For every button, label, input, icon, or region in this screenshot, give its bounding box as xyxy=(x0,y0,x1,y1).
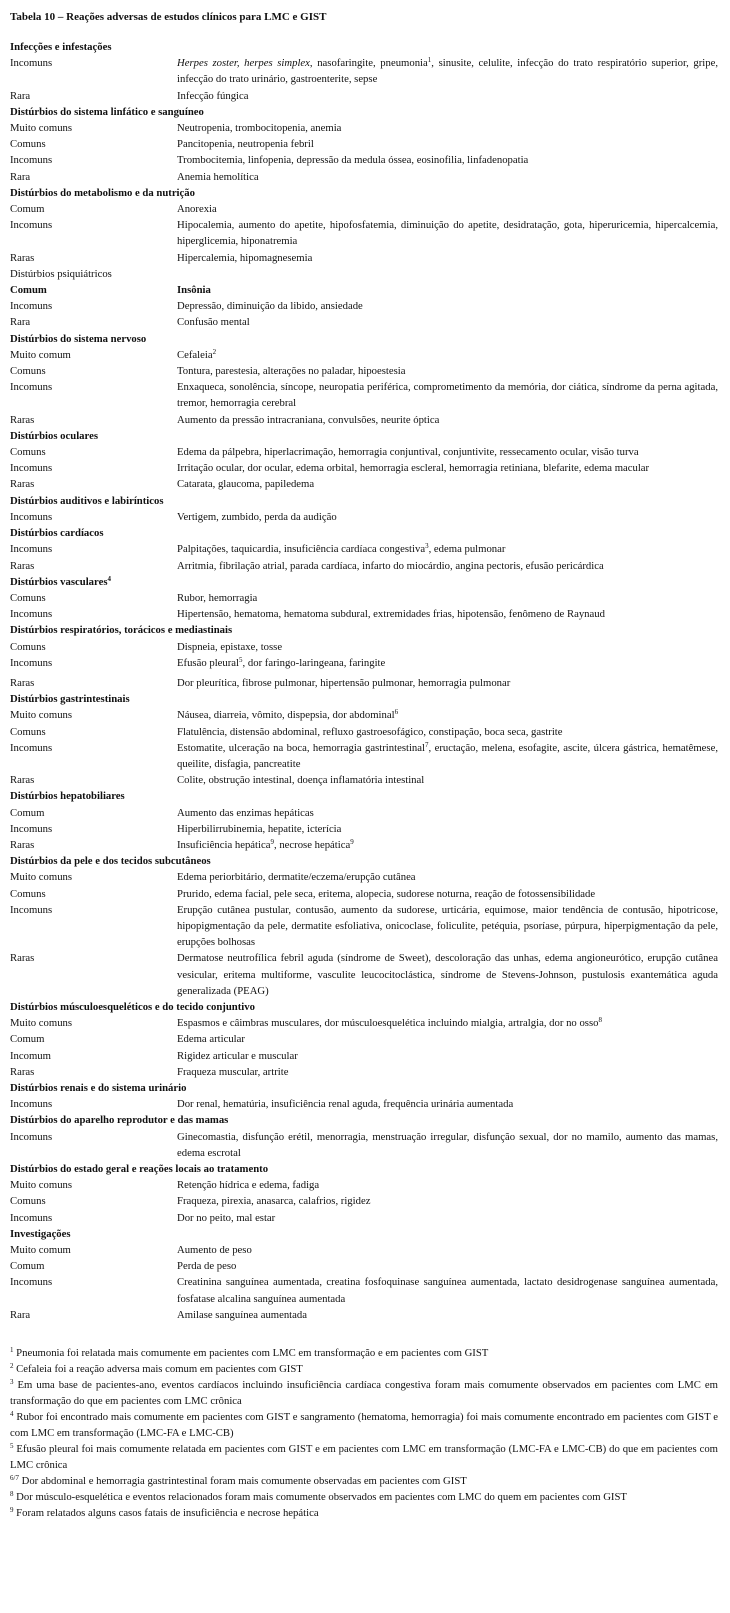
reaction-cell: Erupção cutânea pustular, contusão, aumento da sudorese, urticária, equimose, maior tendência de contusão, hipotricose, hipopigmentação da pele, dermatite esfoliativa, onicoclase, foliculite, petéquia, psoríase, púrpura, hiperpigmentação da pele, erupções bolhosas xyxy=(177,903,718,949)
table-row xyxy=(10,740,718,772)
reaction-cell: Ginecomastia, disfunção erétil, menorragia, menstruação irregular, disfunção sexual, dor no mamilo, aumento das mamas, edema escrotal xyxy=(177,1130,718,1159)
adverse-reactions-table xyxy=(10,39,718,1323)
frequency-cell: Comuns xyxy=(10,591,46,604)
table-row xyxy=(10,217,718,249)
reaction-cell: Flatulência, distensão abdominal, refluxo gastroesofágico, constipação, boca seca, gastrite xyxy=(177,725,563,738)
section-heading: Distúrbios oculares xyxy=(10,429,98,442)
frequency-cell: Comuns xyxy=(10,640,46,653)
table-row xyxy=(10,412,718,428)
table-row xyxy=(10,837,718,853)
frequency-cell: Incomuns xyxy=(10,381,53,394)
table-row xyxy=(10,55,718,87)
table-row xyxy=(10,136,718,152)
reaction-cell: Prurido, edema facial, pele seca, eritema, alopecia, sudorese noturna, reação de fotossensibilidade xyxy=(177,887,596,900)
reaction-cell: Rubor, hemorragia xyxy=(177,591,258,604)
frequency-cell: Incomuns xyxy=(10,462,53,475)
frequency-cell: Comum xyxy=(10,203,45,216)
table-title: Tabela 10 – Reações adversas de estudos clínicos para LMC e GIST xyxy=(10,11,327,23)
section-heading: Distúrbios do aparelho reprodutor e das mamas xyxy=(10,1114,229,1127)
reaction-cell: Dor pleurítica, fibrose pulmonar, hipertensão pulmonar, hemorragia pulmonar xyxy=(177,676,511,689)
section-heading: Distúrbios respiratórios, torácicos e mediastinais xyxy=(10,624,233,637)
reaction-cell: Neutropenia, trombocitopenia, anemia xyxy=(177,122,342,135)
reaction-cell: Edema periorbitário, dermatite/eczema/erupção cutânea xyxy=(177,871,416,884)
table-row xyxy=(10,250,718,266)
table-row xyxy=(10,558,718,574)
reaction-cell: Estomatite, ulceração na boca, hemorragia gastrintestinal$^7$, eructação, melena, esofagite, ascite, úlcera gástrica, hematêmese, queilite, disfagia, pancreatite xyxy=(177,740,718,770)
section-heading: Investigações xyxy=(10,1227,71,1240)
footnote: $^{6/7}$ Dor abdominal e hemorragia gastrintestinal foram mais comumente observadas em pacientes com GIST xyxy=(10,1474,467,1488)
table-row xyxy=(10,1193,718,1209)
frequency-cell: Incomuns xyxy=(10,219,53,232)
table-row xyxy=(10,152,718,168)
reaction-cell: Aumento da pressão intracraniana, convulsões, neurite óptica xyxy=(177,413,440,426)
table-row xyxy=(10,1048,718,1064)
frequency-cell: Comum xyxy=(10,284,47,297)
table-row xyxy=(10,821,718,837)
frequency-cell: Muito comum xyxy=(10,1244,71,1257)
frequency-cell: Incomuns xyxy=(10,1211,53,1224)
table-row xyxy=(10,902,718,951)
frequency-cell: Comuns xyxy=(10,138,46,151)
section-heading: Distúrbios do metabolismo e da nutrição xyxy=(10,186,195,199)
frequency-cell: Incomuns xyxy=(10,1098,53,1111)
table-row xyxy=(10,169,718,185)
reaction-cell: Amilase sanguínea aumentada xyxy=(177,1308,307,1321)
table-row xyxy=(10,541,718,557)
reaction-cell: Depressão, diminuição da libido, ansiedade xyxy=(177,300,363,313)
reaction-cell: Edema da pálpebra, hiperlacrimação, hemorragia conjuntival, conjuntivite, ressecamento ocular, visão turva xyxy=(177,446,639,459)
reaction-cell: Palpitações, taquicardia, insuficiência cardíaca congestiva$^3$, edema pulmonar xyxy=(177,542,506,556)
section-heading: Distúrbios psiquiátricos xyxy=(10,267,112,280)
table-row xyxy=(10,314,718,330)
table-row xyxy=(10,675,718,691)
frequency-cell: Comuns xyxy=(10,725,46,738)
table-row xyxy=(10,707,718,723)
frequency-cell: Comuns xyxy=(10,887,46,900)
table-row xyxy=(10,298,718,314)
table-row xyxy=(10,655,718,671)
section-heading: Distúrbios da pele e dos tecidos subcutâneos xyxy=(10,855,211,868)
reaction-cell: Enxaqueca, sonolência, síncope, neuropatia periférica, comprometimento da memória, dor ciática, síndrome da perna agitada, tremor, hemorragia cerebral xyxy=(177,381,718,410)
reaction-cell: Cefaleia$^2$ xyxy=(177,347,217,361)
footnote: $^8$ Dor músculo-esquelética e eventos relacionados foram mais comumente observados em pacientes com LMC do quem em pacientes com GIST xyxy=(10,1490,627,1504)
section-heading: Distúrbios do sistema nervoso xyxy=(10,332,147,345)
reaction-cell: Hiperbilirrubinemia, hepatite, icterícia xyxy=(177,822,342,835)
footnote: $^9$ Foram relatados alguns casos fatais de insuficiência e necrose hepática xyxy=(10,1506,319,1520)
frequency-cell: Rara xyxy=(10,316,31,329)
table-row xyxy=(10,639,718,655)
table-row xyxy=(10,1242,718,1258)
section-heading: Distúrbios renais e do sistema urinário xyxy=(10,1082,187,1094)
frequency-cell: Incomuns xyxy=(10,154,53,167)
footnote: $^1$ Pneumonia foi relatada mais comumente em pacientes com LMC em transformação e em pacientes com GIST xyxy=(10,1346,489,1360)
frequency-cell: Comuns xyxy=(10,446,46,459)
reaction-cell: Dispneia, epistaxe, tosse xyxy=(177,640,283,653)
reaction-cell: Perda de peso xyxy=(177,1260,237,1273)
frequency-cell: Incomuns xyxy=(10,510,53,523)
frequency-cell: Incomuns xyxy=(10,1276,53,1289)
reaction-cell: Edema articular xyxy=(177,1033,245,1046)
reaction-cell: Espasmos e câimbras musculares, dor músculoesquelética incluindo mialgia, artralgia, dor no osso$^8$ xyxy=(177,1016,602,1030)
frequency-cell: Raras xyxy=(10,676,35,689)
reaction-cell: Insônia xyxy=(177,284,211,297)
reaction-cell: Infecção fúngica xyxy=(177,89,249,102)
table-row xyxy=(10,1307,718,1323)
table-row xyxy=(10,88,718,104)
table-row xyxy=(10,347,718,363)
frequency-cell: Comum xyxy=(10,806,45,819)
table-row xyxy=(10,509,718,525)
reaction-cell: Retenção hídrica e edema, fadiga xyxy=(177,1179,320,1192)
frequency-cell: Incomuns xyxy=(10,1130,53,1143)
table-row xyxy=(10,120,718,136)
table-row xyxy=(10,363,718,379)
reaction-cell: Dor renal, hematúria, insuficiência renal aguda, frequência urinária aumentada xyxy=(177,1098,514,1111)
table-row xyxy=(10,1274,718,1306)
table-row xyxy=(10,1015,718,1031)
reaction-cell: Hipocalemia, aumento do apetite, hipofosfatemia, diminuição do apetite, desidratação, gota, hiperuricemia, hipercalcemia, hiperglicemia, hiponatremia xyxy=(177,219,718,248)
reaction-cell: Colite, obstrução intestinal, doença inflamatória intestinal xyxy=(177,774,425,787)
reaction-cell: Herpes zoster, herpes simplex, nasofaringite, pneumonia$^1$, sinusite, celulite, infecção do trato respiratório superior, gripe, infecção do trato urinário, gastroenterite, sepse xyxy=(177,56,719,86)
reaction-cell: Irritação ocular, dor ocular, edema orbital, hemorragia escleral, hemorragia retiniana, blefarite, edema macular xyxy=(177,462,650,475)
reaction-cell: Creatinina sanguínea aumentada, creatina fosfoquinase sanguínea aumentada, lactato desidrogenase sanguínea aumentada, fosfatase alcalina sanguínea aumentada xyxy=(177,1276,718,1305)
frequency-cell: Incomuns xyxy=(10,57,53,70)
section-heading: Distúrbios músculoesqueléticos e do tecido conjuntivo xyxy=(10,1000,255,1013)
frequency-cell: Comum xyxy=(10,1260,45,1273)
table-row xyxy=(10,1129,718,1161)
frequency-cell: Incomuns xyxy=(10,300,53,313)
reaction-cell: Catarata, glaucoma, papiledema xyxy=(177,478,315,491)
table-row xyxy=(10,444,718,460)
section-heading: Distúrbios cardíacos xyxy=(10,527,104,540)
reaction-cell: Hipercalemia, hipomagnesemia xyxy=(177,251,313,264)
table-row xyxy=(10,886,718,902)
table-row xyxy=(10,1177,718,1193)
footnotes xyxy=(10,1345,718,1521)
reaction-cell: Dermatose neutrofílica febril aguda (síndrome de Sweet), descoloração das unhas, edema angioneurótico, erupção cutânea vesicular, eritema multiforme, vasculite leucocitoclástica, síndrome de Stevens-Johnson, pustulosis exantemática aguda generalizada (PEAG) xyxy=(177,952,718,997)
reaction-cell: Insuficiência hepática$^9$, necrose hepática$^9$ xyxy=(177,837,354,851)
reaction-cell: Pancitopenia, neutropenia febril xyxy=(177,138,314,151)
table-row xyxy=(10,1258,718,1274)
frequency-cell: Comum xyxy=(10,1033,45,1046)
table-row xyxy=(10,805,718,821)
section-heading: Infecções e infestações xyxy=(10,41,112,53)
table-row xyxy=(10,476,718,492)
footnote: $^4$ Rubor foi encontrado mais comumente em pacientes com GIST e sangramento (hematoma, hemorragia) foi mais comumente encontrado em pacientes com GIST e com LMC em transformação (LMC-FA e LMC-CB) xyxy=(10,1410,718,1440)
reaction-cell: Fraqueza, pirexia, anasarca, calafrios, rigidez xyxy=(177,1195,371,1208)
frequency-cell: Incomum xyxy=(10,1049,51,1062)
footnote: $^2$ Cefaleia foi a reação adversa mais comum em pacientes com GIST xyxy=(10,1362,303,1376)
section-heading: Distúrbios do sistema linfático e sanguíneo xyxy=(10,105,204,118)
section-heading: Distúrbios gastrintestinais xyxy=(10,693,130,706)
frequency-cell: Raras xyxy=(10,413,35,426)
frequency-cell: Incomuns xyxy=(10,656,53,669)
frequency-cell: Muito comuns xyxy=(10,1179,73,1192)
frequency-cell: Incomuns xyxy=(10,903,53,916)
frequency-cell: Muito comuns xyxy=(10,1017,73,1030)
footnote: $^5$ Efusão pleural foi mais comumente relatada em pacientes com GIST e em pacientes com LMC em transformação (LMC-FA e LMC-CB) do que em pacientes com LMC crônica xyxy=(10,1442,718,1472)
frequency-cell: Muito comum xyxy=(10,348,71,361)
frequency-cell: Muito comuns xyxy=(10,122,73,135)
frequency-cell: Comuns xyxy=(10,1195,46,1208)
footnote: $^3$ Em uma base de pacientes-ano, eventos cardíacos incluindo insuficiência cardíaca congestiva foram mais comumente observados em pacientes com LMC em transformação do que em pacientes com LMC crônica xyxy=(10,1378,718,1408)
reaction-cell: Trombocitemia, linfopenia, depressão da medula óssea, eosinofilia, linfadenopatia xyxy=(177,154,529,167)
frequency-cell: Muito comuns xyxy=(10,871,73,884)
reaction-cell: Hipertensão, hematoma, hematoma subdural, extremidades frias, hipotensão, fenômeno de Raynaud xyxy=(177,608,605,621)
reaction-cell: Aumento de peso xyxy=(177,1244,252,1257)
table-row xyxy=(10,1210,718,1226)
frequency-cell: Rara xyxy=(10,89,31,102)
frequency-cell: Raras xyxy=(10,478,35,491)
table-row xyxy=(10,1031,718,1047)
frequency-cell: Raras xyxy=(10,1065,35,1078)
frequency-cell: Raras xyxy=(10,952,35,965)
table-row xyxy=(10,379,718,411)
reaction-cell: Rigidez articular e muscular xyxy=(177,1049,298,1062)
reaction-cell: Tontura, parestesia, alterações no paladar, hipoestesia xyxy=(177,365,406,378)
table-row xyxy=(10,1064,718,1080)
section-heading: Distúrbios do estado geral e reações locais ao tratamento xyxy=(10,1163,269,1176)
frequency-cell: Incomuns xyxy=(10,741,53,754)
table-row xyxy=(10,201,718,217)
frequency-cell: Muito comuns xyxy=(10,709,73,722)
table-row xyxy=(10,950,718,999)
frequency-cell: Incomuns xyxy=(10,608,53,621)
frequency-cell: Raras xyxy=(10,251,35,264)
reaction-cell: Dor no peito, mal estar xyxy=(177,1211,276,1224)
frequency-cell: Rara xyxy=(10,170,31,183)
frequency-cell: Raras xyxy=(10,774,35,787)
reaction-cell: Confusão mental xyxy=(177,316,250,329)
frequency-cell: Incomuns xyxy=(10,822,53,835)
reaction-cell: Fraqueza muscular, artrite xyxy=(177,1065,289,1078)
frequency-cell: Incomuns xyxy=(10,543,53,556)
reaction-cell: Anemia hemolítica xyxy=(177,170,259,183)
section-heading: Distúrbios auditivos e labirínticos xyxy=(10,494,164,507)
table-row xyxy=(10,606,718,622)
frequency-cell: Raras xyxy=(10,559,35,572)
table-row xyxy=(10,460,718,476)
reaction-cell: Vertigem, zumbido, perda da audição xyxy=(177,510,337,523)
reaction-cell: Anorexia xyxy=(177,203,217,216)
reaction-cell: Aumento das enzimas hepáticas xyxy=(177,806,314,819)
table-row xyxy=(10,1096,718,1112)
frequency-cell: Raras xyxy=(10,838,35,851)
section-heading: Distúrbios hepatobiliares xyxy=(10,790,125,803)
table-row xyxy=(10,282,718,298)
table-row xyxy=(10,869,718,885)
table-row xyxy=(10,772,718,788)
frequency-cell: Comuns xyxy=(10,365,46,378)
reaction-cell: Arritmia, fibrilação atrial, parada cardíaca, infarto do miocárdio, angina pectoris, efusão pericárdica xyxy=(177,559,604,572)
table-row xyxy=(10,724,718,740)
frequency-cell: Rara xyxy=(10,1308,31,1321)
section-heading: Distúrbios vasculares$^4$ xyxy=(10,574,111,588)
reaction-cell: Efusão pleural$^5$, dor faringo-laringeana, faringite xyxy=(177,655,386,669)
table-row xyxy=(10,590,718,606)
reaction-cell: Náusea, diarreia, vômito, dispepsia, dor abdominal$^6$ xyxy=(177,708,399,722)
